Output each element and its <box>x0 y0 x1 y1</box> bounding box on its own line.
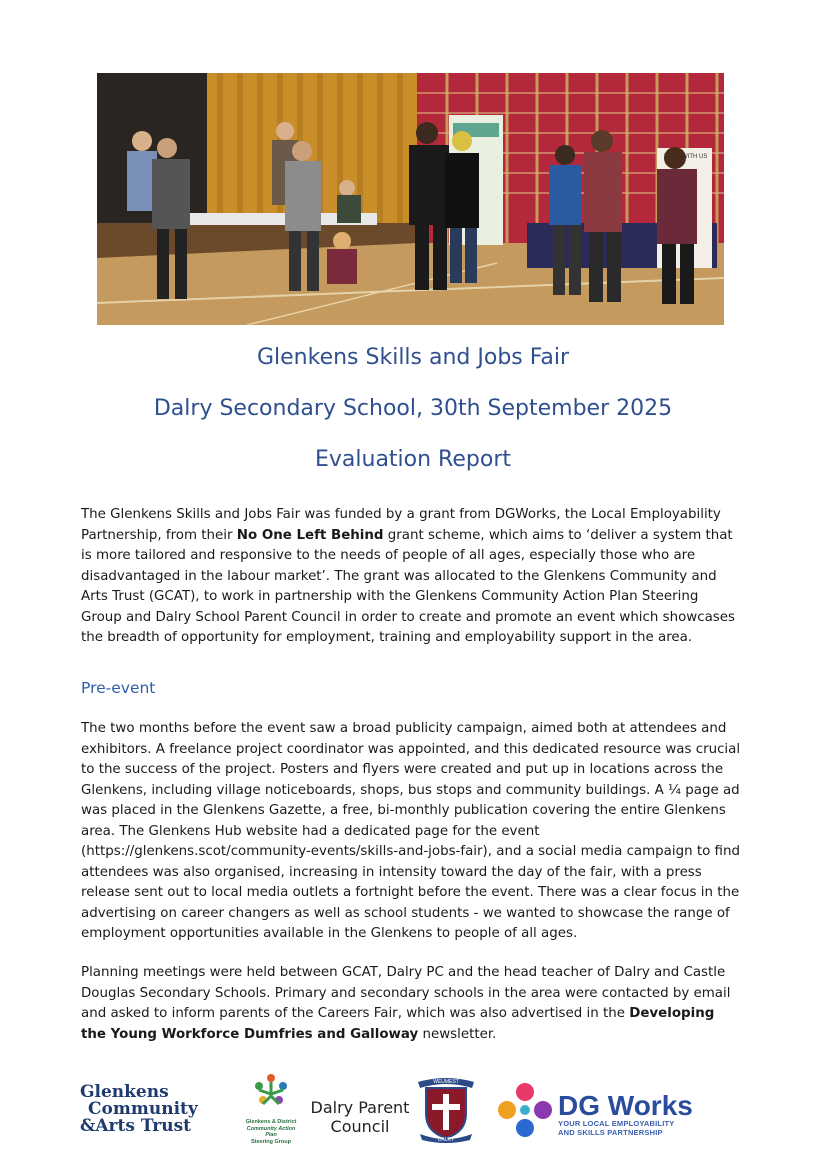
school-crest-icon <box>414 1074 478 1144</box>
dg-works-name: DG Works <box>558 1090 693 1121</box>
cap-line-2: Community Action Plan <box>246 1125 296 1138</box>
paragraph2-text-start: Planning meetings were held between GCAT, Dalry PC and the head teacher of Dalry and Castle Douglas Secondary Schools. Primary and secondary schools in the area were contacted by email and asked to inform parents of the Careers Fair, which was also advertised in the <box>81 965 731 1021</box>
photo-banner-text: VOTE WITH US <box>664 154 708 160</box>
intro-text-end: grant scheme, which aims to ‘deliver a system that is more tailored and responsive to the needs of people of all ages, especially those who are disadvantaged in the labour market’. The grant was allocated to the Glenkens Community and Arts Trust (GCAT), to work in partnership with the Glenkens Community Action Plan Steering Group and Dalry School Parent Council in order to create and promote an event which showcases the breadth of opportunity for employment, training and employability support in the area. <box>81 527 736 645</box>
crest-motto-top: WEUMEST <box>433 1079 459 1085</box>
community-action-plan-logo <box>242 1070 300 1145</box>
section-heading-pre-event: Pre-event <box>81 679 156 697</box>
intro-text-start: The Glenkens Skills and Jobs Fair was funded by a grant from DGWorks, the Local Employability Partnership, from their <box>81 507 721 543</box>
event-photo <box>97 73 724 325</box>
dg-works-tagline-1: YOUR LOCAL EMPLOYABILITY <box>558 1119 675 1128</box>
gcat-line-3: &Arts Trust <box>80 1116 191 1136</box>
dg-works-mark-icon <box>495 1080 555 1140</box>
gcat-logo <box>80 1084 240 1135</box>
report-type: Evaluation Report <box>314 447 511 472</box>
gcat-line-2: Community <box>88 1099 198 1119</box>
intro-paragraph <box>81 505 741 649</box>
pre-event-paragraph-2 <box>81 963 741 1045</box>
report-title: Glenkens Skills and Jobs Fair <box>256 345 570 370</box>
intro-bold-scheme: No One Left Behind <box>236 527 384 543</box>
gcat-line-1: Glenkens <box>80 1082 169 1102</box>
report-subtitle: Dalry Secondary School, 30th September 2025 <box>153 396 673 421</box>
event-photo-illustration <box>97 73 724 325</box>
dalry-line-2: Council <box>330 1117 390 1136</box>
cap-line-3: Steering Group <box>250 1138 292 1145</box>
partner-logos <box>0 1070 826 1150</box>
dg-works-logo-text <box>558 1092 693 1137</box>
dg-works-tagline-2: AND SKILLS PARTNERSHIP <box>558 1127 663 1137</box>
community-figures-icon <box>249 1070 293 1114</box>
paragraph2-text-end: newsletter. <box>418 1026 497 1042</box>
crest-motto-bottom: DALRY <box>437 1137 455 1143</box>
cap-line-1: Glenkens & District <box>245 1119 297 1125</box>
paragraph2-bold-newsletter: Developing the Young Workforce Dumfries and Galloway <box>81 1006 715 1042</box>
dalry-line-1: Dalry Parent <box>310 1098 410 1117</box>
pre-event-paragraph-1: The two months before the event saw a broad publicity campaign, aimed both at attendees and exhibitors. A freelance project coordinator was appointed, and this dedicated resource was crucial to the success of the project. Posters and flyers were created and put up in locations across the Glenkens, including village noticeboards, shops, bus stops and community buildings. A ¼ page ad was placed in the Glenkens Gazette, a free, bi-monthly publication covering the entire Glenkens area. The Glenkens Hub website had a dedicated page for the event (https://glenkens.scot/community-events/skills-and-jobs-fair), and a social media campaign to find attendees was also organised, increasing in intensity toward the day of the fair, with a press release sent out to local media outlets a fortnight before the event. There was a clear focus in the advertising on career changers as well as school students - we wanted to showcase the range of employment opportunities available in the Glenkens to people of all ages. <box>81 721 741 941</box>
dalry-parent-council-logo <box>300 1098 420 1136</box>
